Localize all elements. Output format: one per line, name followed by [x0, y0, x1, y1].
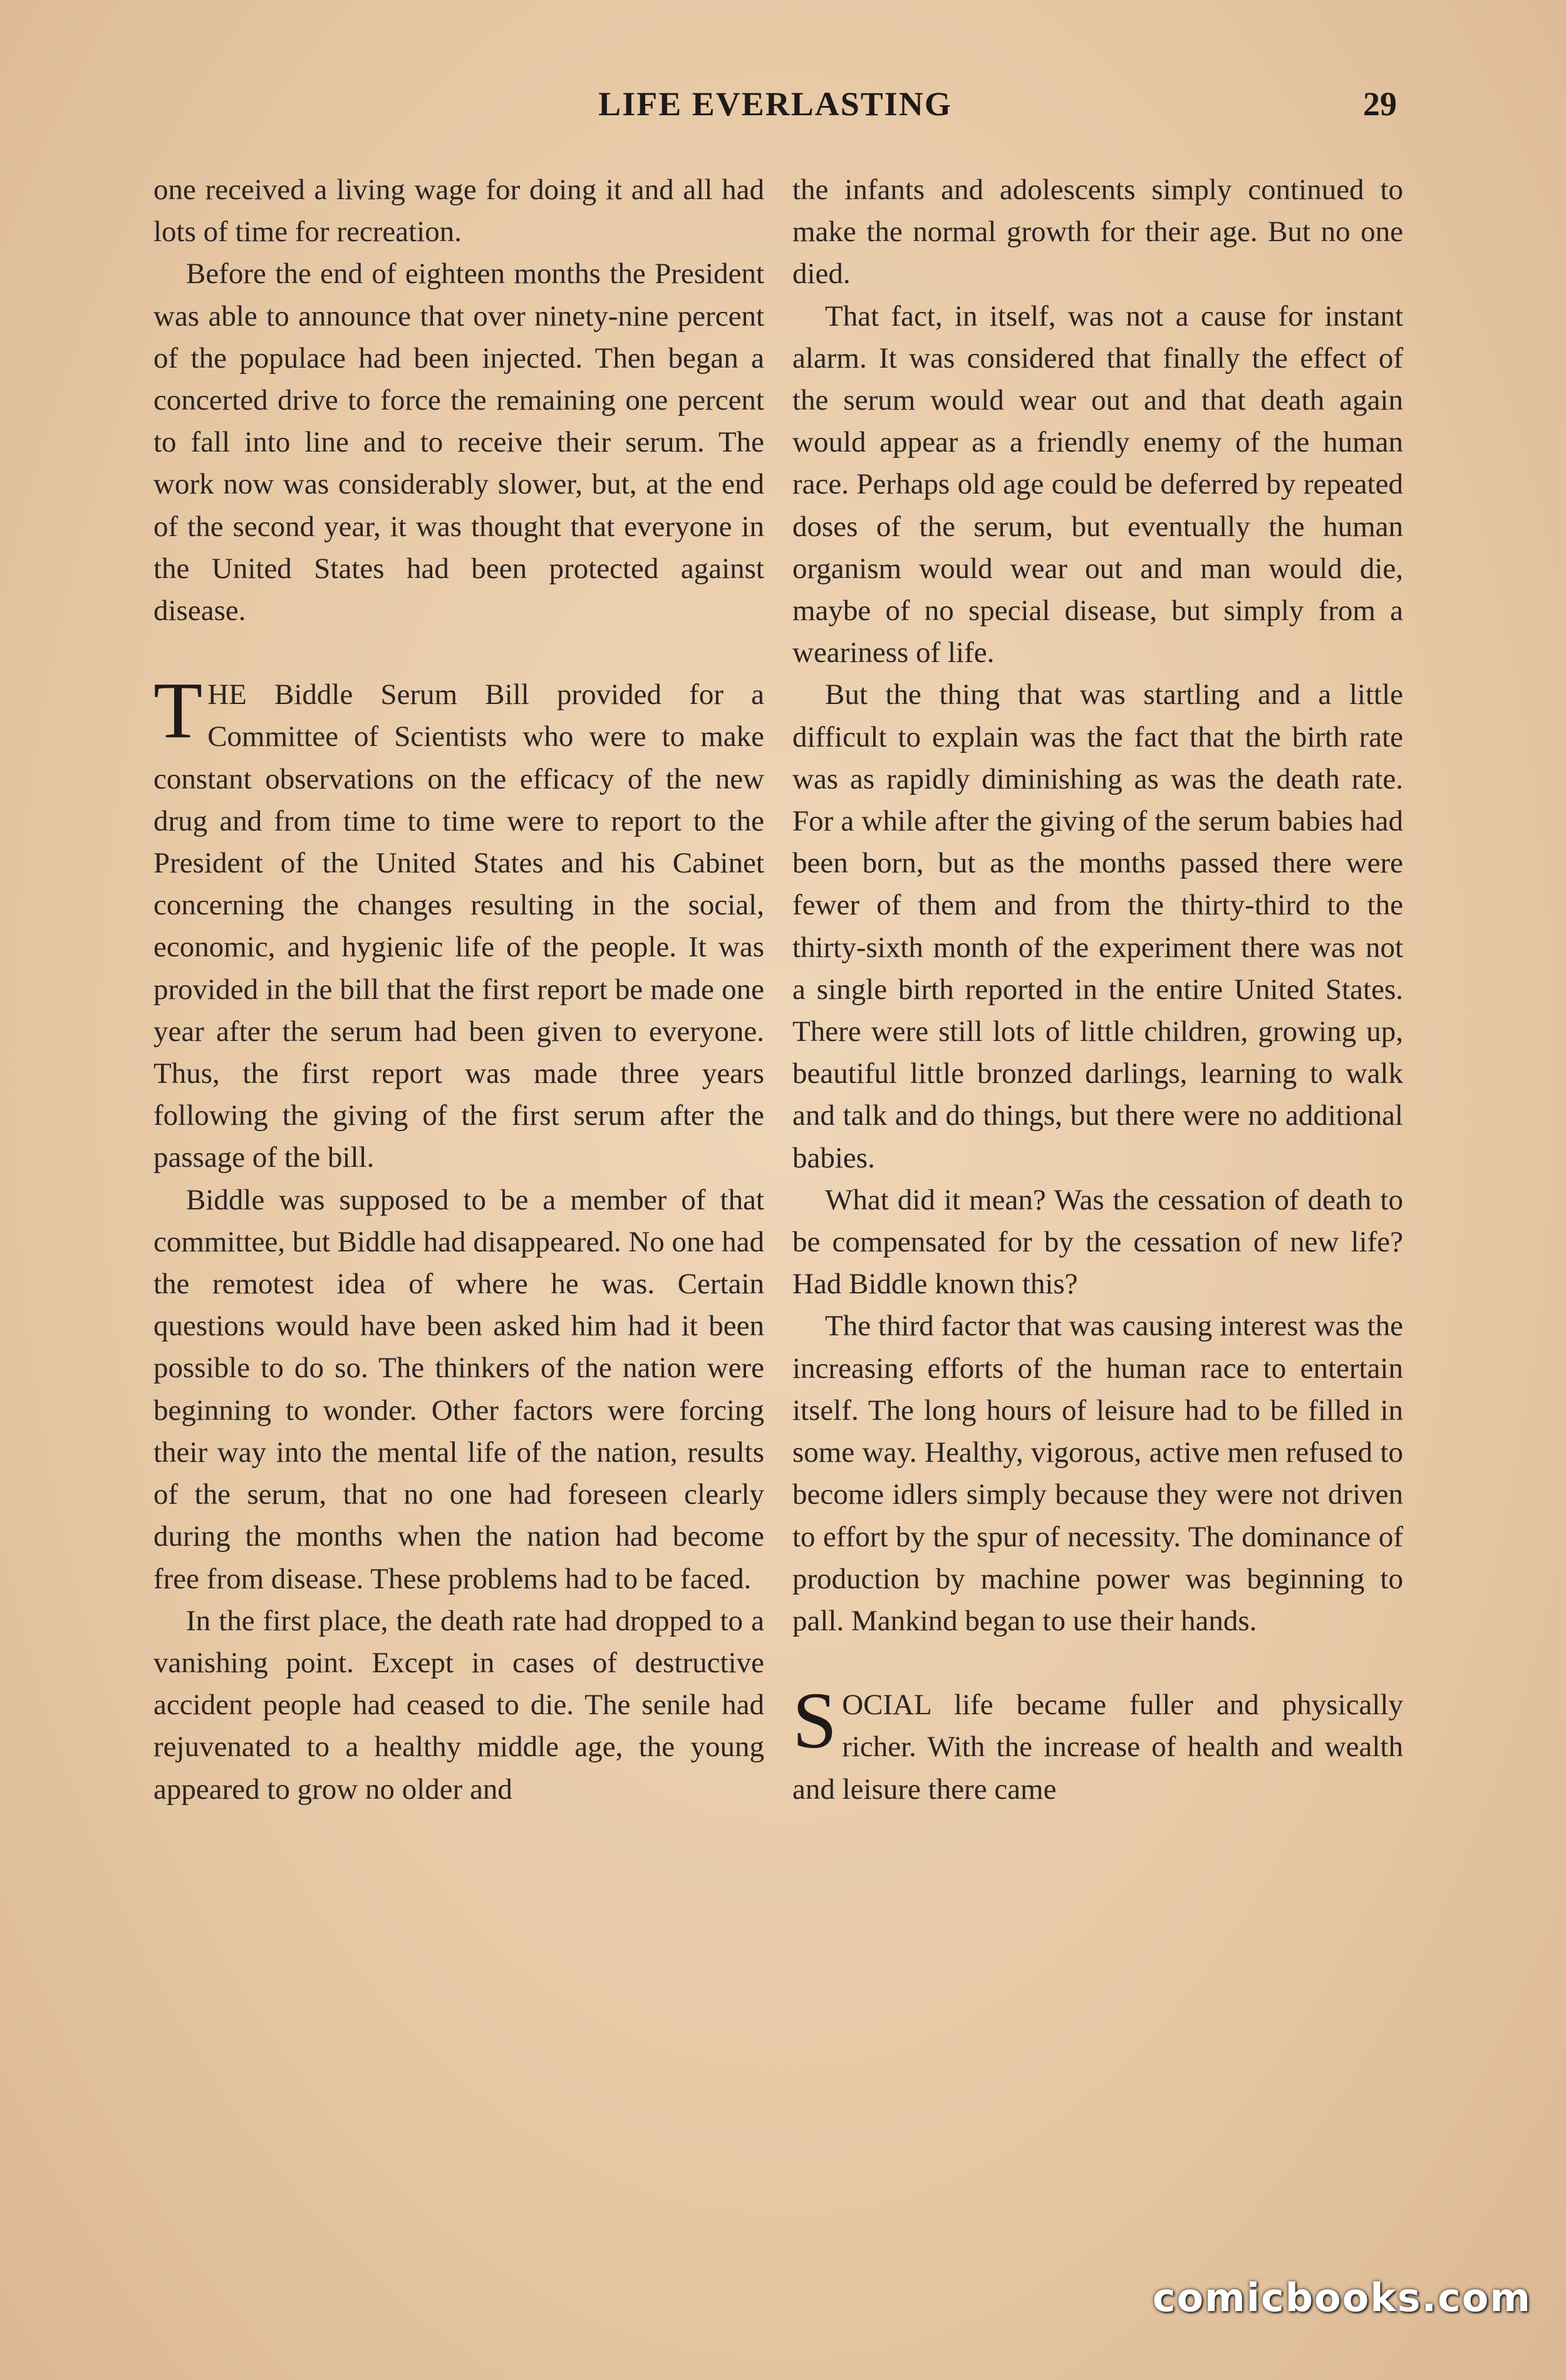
paragraph: In the first place, the death rate had dropped to a vanishing point. Except in cases of destructive accident people had ceased to die. The senile had rejuvenated to a healthy middle age, the young appeared to grow no older and	[153, 1604, 764, 1806]
paragraph: Before the end of eighteen months the President was able to announce that over ninety-nine percent of the populace had been injected. Then began a concerted drive to force the remaining one percent to fall into line and to receive their serum. The work now was considerably slower, but, at the end of the second year, it was thought that everyone in the United States had been protected against disease.	[153, 257, 764, 628]
site-watermark: comicbooks.com	[1152, 2275, 1532, 2320]
section-text: OCIAL life became fuller and physically richer. With the increase of health and wealth and leisure there came	[792, 1689, 1403, 1806]
section-text: HE Biddle Serum Bill provided for a Committee of Scientists who were to make constant observations on the efficacy of the new drug and from time to time were to report to the President of the United States and his Cabinet concerning the changes resulting in the social, economic, and hygienic life of the people. It was provided in the bill that the first report be made one year after the serum had been given to everyone. Thus, the first report was made three years following the giving of the first serum after the passage of the bill.	[153, 678, 764, 1174]
paragraph: Biddle was supposed to be a member of that committee, but Biddle had disappeared. No one had the remotest idea of where he was. Certain questions would have been asked him had it been possible to do so. The thinkers of the nation were beginning to wonder. Other factors were forcing their way into the mental life of the nation, results of the serum, that no one had foreseen clearly during the months when the nation had become free from disease. These problems had to be faced.	[153, 1183, 764, 1595]
page-number: 29	[1363, 85, 1397, 123]
left-column	[153, 169, 764, 1811]
right-column	[792, 169, 1403, 1811]
continuation-paragraph: the infants and adolescents simply continued to make the normal growth for their age. But no one died.	[792, 173, 1403, 291]
drop-cap: T	[153, 666, 203, 755]
paragraph: What did it mean? Was the cessation of death to be compensated for by the cessation of new life? Had Biddle known this?	[792, 1183, 1403, 1301]
page-header	[153, 85, 1397, 135]
section-opening-paragraph	[792, 1676, 1403, 1811]
drop-cap: S	[792, 1676, 837, 1766]
paragraph: That fact, in itself, was not a cause for instant alarm. It was considered that finally the effect of the serum would wear out and that death again would appear as a friendly enemy of the human race. Perhaps old age could be deferred by repeated doses of the serum, but eventually the human organism would wear out and man would die, maybe of no special disease, but simply from a weariness of life.	[792, 299, 1403, 670]
running-title: LIFE EVERLASTING	[598, 85, 952, 123]
paragraph: But the thing that was startling and a little difficult to explain was the fact that the birth rate was as rapidly diminishing as was the death rate. For a while after the giving of the serum babies had been born, but as the months passed there were fewer of them and from the thirty-third to the thirty-sixth month of the experiment there was not a single birth reported in the entire United States. There were still lots of little children, growing up, beautiful little bronzed darlings, learning to walk and talk and do things, but there were no additional babies.	[792, 678, 1403, 1174]
paragraph: The third factor that was causing interest was the increasing efforts of the human race to entertain itself. The long hours of leisure had to be filled in some way. Healthy, vigorous, active men refused to become idlers simply because they were not driven to effort by the spur of necessity. The dominance of production by machine power was beginning to pall. Mankind began to use their hands.	[792, 1310, 1403, 1637]
section-opening-paragraph	[153, 666, 764, 1179]
continuation-paragraph: one received a living wage for doing it and all had lots of time for recreation.	[153, 173, 764, 249]
